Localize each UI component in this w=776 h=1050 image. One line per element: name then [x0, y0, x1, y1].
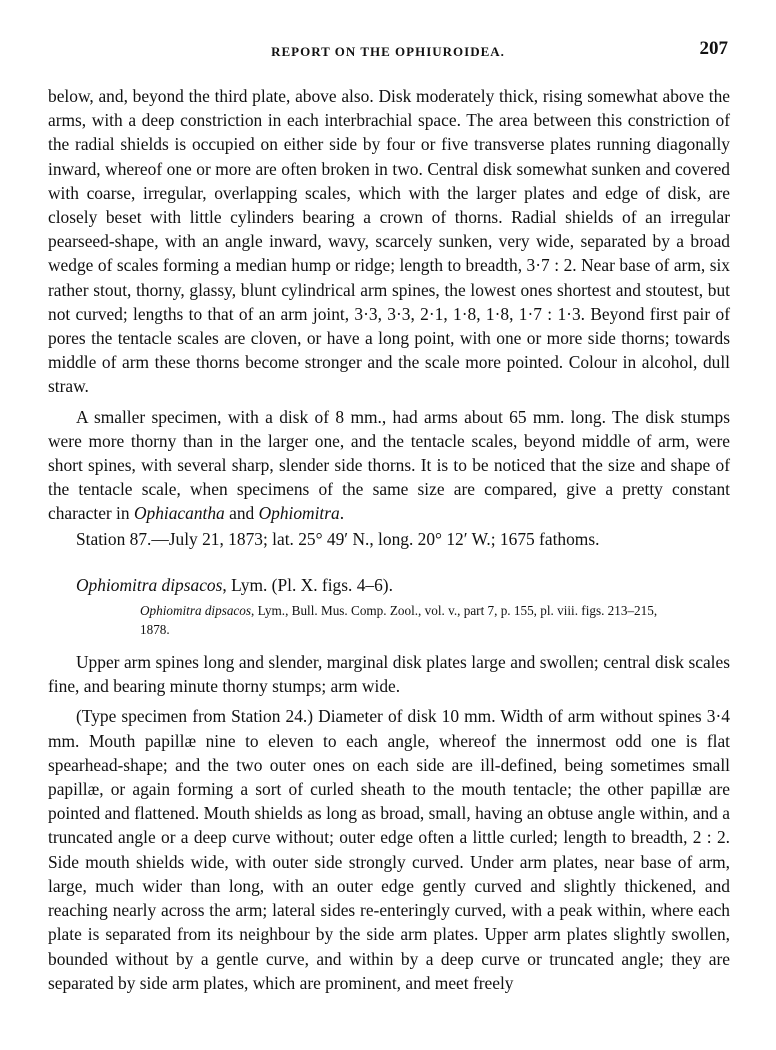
species-heading: [48, 573, 730, 597]
paragraph-continuation: below, and, beyond the third plate, above also. Disk moderately thick, rising somewhat above the arms, with a deep constriction in each interbrachial space. The area between this constriction of the radial shields is occupied on either side by four or five transverse plates running diagonally inward, whereof one or more are often broken in two. Central disk somewhat sunken and covered with coarse, irregular, overlapping scales, which with the larger plates and edge of disk, are closely beset with little cylinders bearing a crown of thorns. Radial shields of an irregular pearseed-shape, with an angle inward, wavy, scarcely sunken, very wide, separated by a broad wedge of scales forming a median hump or ridge; length to breadth, 3·7 : 2. Near base of arm, six rather stout, thorny, glassy, blunt cylindrical arm spines, the lowest ones shortest and stoutest, but not curved; lengths to that of an arm joint, 3·3, 3·3, 2·1, 1·8, 1·8, 1·7 : 1·3. Beyond first pair of pores the tentacle scales are cloven, or have a long point, with one or more side thorns; towards middle of arm these thorns become stronger and the scale more pointed. Colour in alcohol, dull straw.: [48, 86, 730, 397]
page-header: [48, 36, 728, 66]
page-body: [48, 84, 730, 995]
reference-species-name: Ophiomitra dipsacos: [140, 603, 251, 619]
paragraph-description: (Type specimen from Station 24.) Diameter of disk 10 mm. Width of arm without spines 3·4 mm. Mouth papillæ nine to eleven to each angle, whereof the innermost odd one is flat spearhead-shape; and the two outer ones on each side are ill-defined, being sometimes small papillæ, or again forming a sort of curled sheath to the mouth tentacle; the other papillæ are pointed and flattened. Mouth shields as long as broad, small, having an obtuse angle within, and a truncated angle or a deep curve without; outer edge often a little curled; length to breadth, 2 : 2. Side mouth shields wide, with outer side strongly curved. Under arm plates, near base of arm, large, much wider than long, with an outer edge gently curved and slightly thickened, and reaching nearly across the arm; lateral sides re-enteringly curved, with a peak within, where each plate is separated from its neighbour by the side arm plates. Upper arm plates slightly swollen, bounded without by a gentle curve, and within by a deep curve or truncated angle; they are separated by side arm plates, which are prominent, and meet freely: [48, 706, 730, 993]
running-title: REPORT ON THE OPHIUROIDEA.: [271, 44, 505, 59]
reference-year: 1878.: [140, 622, 170, 638]
paragraph-text: .: [339, 503, 345, 524]
species-name: Ophiomitra dipsacos: [76, 574, 223, 595]
reference-citation: [48, 601, 730, 620]
page-number: 207: [699, 38, 728, 59]
paragraph-diagnosis: Upper arm spines long and slender, marginal disk plates large and swollen; central disk scales fine, and bearing minute thorny stumps; arm wide.: [48, 652, 730, 697]
station-line: Station 87.—July 21, 1873; lat. 25° 49′ N., long. 20° 12′ W.; 1675 fathoms.: [76, 528, 600, 549]
paragraph-text: and: [224, 503, 259, 524]
genus-name: Ophiacantha: [133, 503, 225, 524]
genus-name: Ophiomitra: [258, 503, 340, 524]
species-author-plate: , Lym. (Pl. X. figs. 4–6).: [222, 574, 393, 595]
paragraph-smaller-specimen: [48, 405, 730, 526]
reference-text: , Lym., Bull. Mus. Comp. Zool., vol. v., part 7, p. 155, pl. viii. figs. 213–215,: [251, 603, 658, 619]
paragraph-text: A smaller specimen, with a disk of 8 mm., had arms about 65 mm. long. The disk stumps were more thorny than in the larger one, and the tentacle scales, beyond middle of arm, were short spines, with several sharp, slender side thorns. It is to be noticed that the size and shape of the tentacle scale, when specimens of the same size are compared, give a pretty constant character in: [48, 406, 730, 524]
